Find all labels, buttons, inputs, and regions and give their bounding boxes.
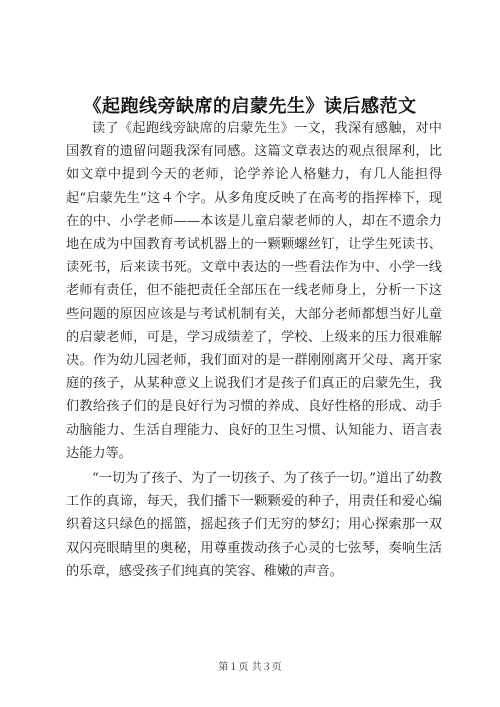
page-footer: 第１页 共３页 xyxy=(218,662,282,673)
document-title: 《起跑线旁缺席的启蒙先生》读后感范文 xyxy=(83,96,417,117)
paragraph-1: 读了《起跑线旁缺席的启蒙先生》一文，我深有感触，对中国教育的遗留问题我深有同感。这篇文章表达的观点很犀利，比如文章中提到今天的老师，论学养论人格魅力，有几人能担得起“启蒙先生”这４个字。从多角度反映了在高考的指挥棒下，现在的中、小学老师——本该是儿童启蒙老师的人，却在不遗余力地在成为中国教育考试机器上的一颗颗螺丝钉，让学生死读书、读死书，后来读书死。文章中表达的一些看法作为中、小学一线老师有责任，但不能把责任全部压在一线老师身上，分析一下这些问题的原因应该是与考试机制有关，大部分老师都想当好儿童的启蒙老师，可是，学习成绩差了，学校、上级来的压力很难解决。作为幼儿园老师，我们面对的是一群刚刚离开父母、离开家庭的孩子，从某种意义上说我们才是孩子们真正的启蒙先生，我们教给孩子们的是良好行为习惯的养成、良好性格的形成、动手动脑能力、生活自理能力、良好的卫生习惯、认知能力、语言表达能力等。 xyxy=(66,121,442,461)
paragraph-2: “一切为了孩子、为了一切孩子、为了孩子一切。”道出了幼教工作的真谛，每天，我们播下一颗颗爱的种子，用责任和爱心编织着这只绿色的摇篮，摇起孩子们无穷的梦幻；用心探索那一双双闪亮眼睛里的奥秘，用尊重拨动孩子心灵的七弦琴，奏响生活的乐章，感受孩子们纯真的笑容、稚嫩的声音。 xyxy=(66,471,442,579)
document-body xyxy=(66,117,442,583)
